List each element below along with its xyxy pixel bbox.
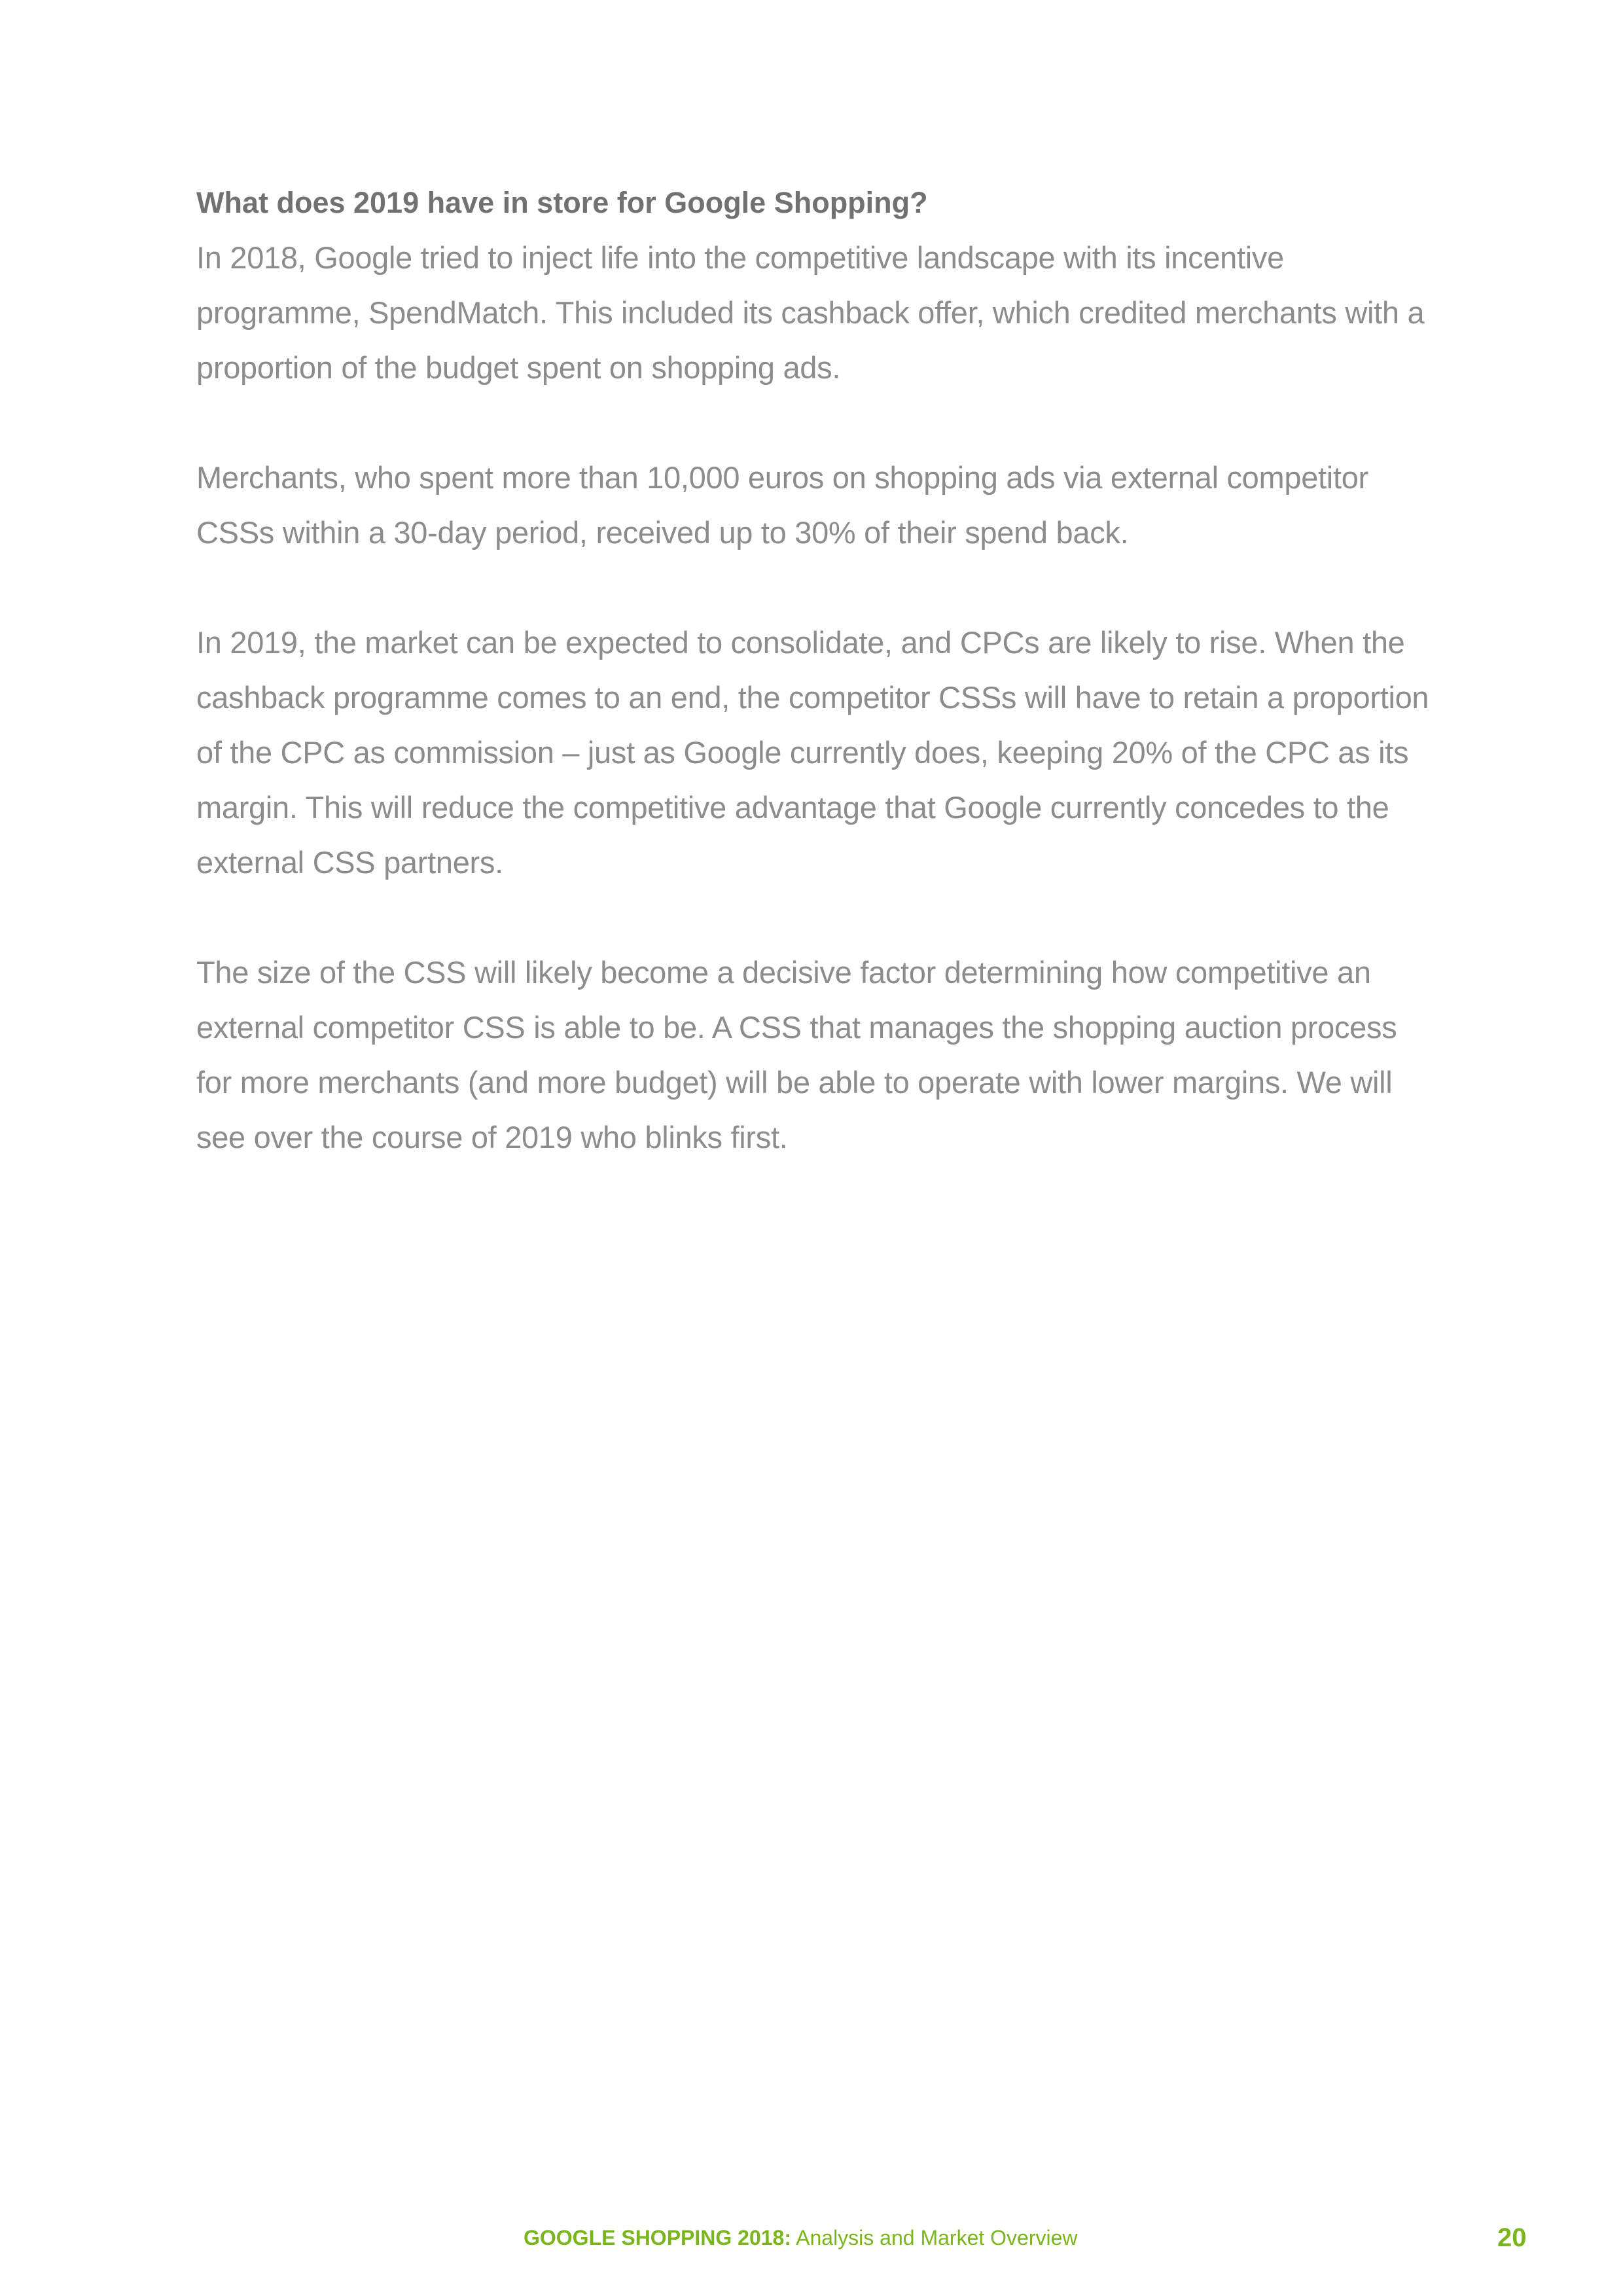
footer-title-rest: Analysis and Market Overview xyxy=(791,2226,1078,2250)
footer-title xyxy=(524,2221,1078,2254)
paragraph-cashback: Merchants, who spent more than 10,000 euros on shopping ads via external competitor CSSs within a 30-day period, received up to 30% of their spend back. xyxy=(196,460,1368,550)
paragraph-spendmatch: In 2018, Google tried to inject life into the competitive landscape with its incentive programme, SpendMatch. This included its cashback offer, which credited merchants with a proportion of the budget spent on shopping ads. xyxy=(196,240,1425,385)
section-heading: What does 2019 have in store for Google Shopping? xyxy=(196,186,928,219)
page-footer xyxy=(0,2221,1623,2254)
page-number: 20 xyxy=(1497,2223,1527,2252)
paragraph-css-size: The size of the CSS will likely become a decisive factor determining how competitive an external competitor CSS is able to be. A CSS that manages the shopping auction process for more merchants (and more budget) will be able to operate with lower margins. We will see over the course of 2019 who blinks first. xyxy=(196,955,1397,1155)
page-content xyxy=(196,175,1440,1220)
paragraph-market-2019: In 2019, the market can be expected to consolidate, and CPCs are likely to rise. When the cashback programme comes to an end, the competitor CSSs will have to retain a proportion of the CPC as commission – just as Google currently does, keeping 20% of the CPC as its margin. This will reduce the competitive advantage that Google currently concedes to the external CSS partners. xyxy=(196,625,1429,880)
footer-title-bold: GOOGLE SHOPPING 2018: xyxy=(524,2226,791,2250)
